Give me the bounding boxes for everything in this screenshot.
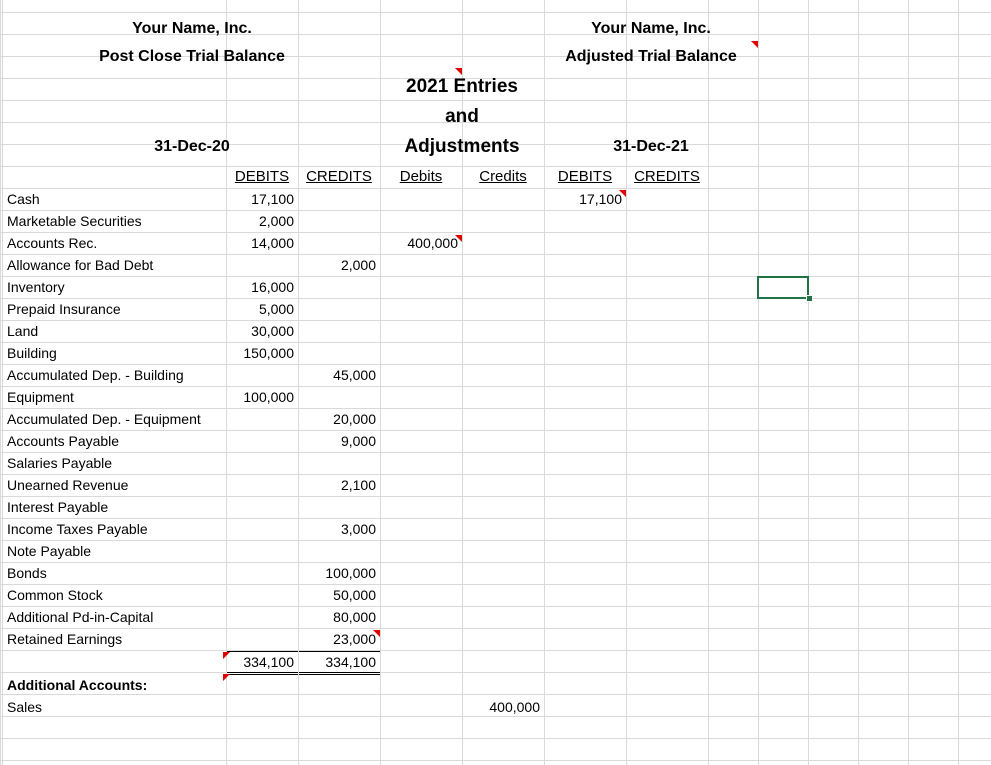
left-report-title: Post Close Trial Balance [99,48,285,65]
credit-cell[interactable]: 100,000 [325,565,376,581]
credit-cell[interactable]: 45,000 [333,367,376,383]
credit-cell[interactable]: 23,000 [333,631,376,647]
account-name[interactable]: Land [7,323,39,339]
debit-cell[interactable]: 17,100 [251,191,294,207]
account-name[interactable]: Accounts Payable [7,433,120,449]
total-credits[interactable]: 334,100 [299,651,380,675]
account-name[interactable]: Note Payable [7,543,92,559]
comment-indicator-icon[interactable] [751,41,758,48]
right-report-date: 31-Dec-21 [613,138,689,155]
account-name[interactable]: Sales [7,699,43,715]
account-name[interactable]: Unearned Revenue [7,477,129,493]
entries-header-line1: 2021 Entries [406,76,518,97]
account-name[interactable]: Marketable Securities [7,213,142,229]
additional-accounts-label: Additional Accounts: [7,677,148,693]
account-name[interactable]: Interest Payable [7,499,109,515]
left-report-date: 31-Dec-20 [154,138,230,155]
column-header-credits: CREDITS [306,168,372,185]
entry-debit-cell[interactable]: 400,000 [407,235,458,251]
credit-cell[interactable]: 80,000 [333,609,376,625]
comment-indicator-icon[interactable] [223,652,230,659]
column-header-entry-credits: Credits [479,168,527,185]
credit-cell[interactable]: 2,000 [340,257,376,273]
account-name[interactable]: Accounts Rec. [7,235,98,251]
entries-header-line2: and [445,106,479,127]
debit-cell[interactable]: 14,000 [251,235,294,251]
debit-cell[interactable]: 150,000 [243,345,294,361]
account-name[interactable]: Allowance for Bad Debt [7,257,154,273]
debit-cell[interactable]: 5,000 [258,301,294,317]
account-name[interactable]: Prepaid Insurance [7,301,121,317]
right-report-title: Adjusted Trial Balance [565,48,737,65]
account-name[interactable]: Building [7,345,57,361]
account-name[interactable]: Retained Earnings [7,631,123,647]
account-name[interactable]: Income Taxes Payable [7,521,148,537]
debit-cell[interactable]: 100,000 [243,389,294,405]
account-name[interactable]: Cash [7,191,40,207]
adjusted-debit-cell[interactable]: 17,100 [579,191,622,207]
column-header-debits: DEBITS [234,168,290,185]
account-name[interactable]: Accumulated Dep. - Building [7,367,184,383]
left-company-name: Your Name, Inc. [132,20,252,37]
column-header-entry-debits: Debits [399,168,443,185]
column-header-adjusted-debits: DEBITS [557,168,613,185]
account-name[interactable]: Accumulated Dep. - Equipment [7,411,201,427]
credit-cell[interactable]: 20,000 [333,411,376,427]
debit-cell[interactable]: 30,000 [251,323,294,339]
account-name[interactable]: Inventory [7,279,65,295]
account-name[interactable]: Common Stock [7,587,103,603]
comment-indicator-icon[interactable] [619,190,626,197]
comment-indicator-icon[interactable] [455,68,462,75]
debit-cell[interactable]: 2,000 [258,213,294,229]
account-name[interactable]: Equipment [7,389,74,405]
credit-cell[interactable]: 9,000 [340,433,376,449]
account-name[interactable]: Additional Pd-in-Capital [7,609,154,625]
credit-cell[interactable]: 50,000 [333,587,376,603]
credit-cell[interactable]: 3,000 [340,521,376,537]
debit-cell[interactable]: 16,000 [251,279,294,295]
comment-indicator-icon[interactable] [455,235,462,242]
credit-cell[interactable]: 2,100 [340,477,376,493]
right-company-name: Your Name, Inc. [591,20,711,37]
entries-header-line3: Adjustments [404,136,520,157]
account-name[interactable]: Bonds [7,565,47,581]
column-header-adjusted-credits: CREDITS [634,168,700,185]
comment-indicator-icon[interactable] [373,630,380,637]
selected-cell[interactable] [757,276,809,299]
account-name[interactable]: Salaries Payable [7,455,113,471]
comment-indicator-icon[interactable] [223,674,230,681]
entry-credit-cell[interactable]: 400,000 [489,699,540,715]
total-debits[interactable]: 334,100 [227,651,298,675]
fill-handle[interactable] [806,295,813,302]
